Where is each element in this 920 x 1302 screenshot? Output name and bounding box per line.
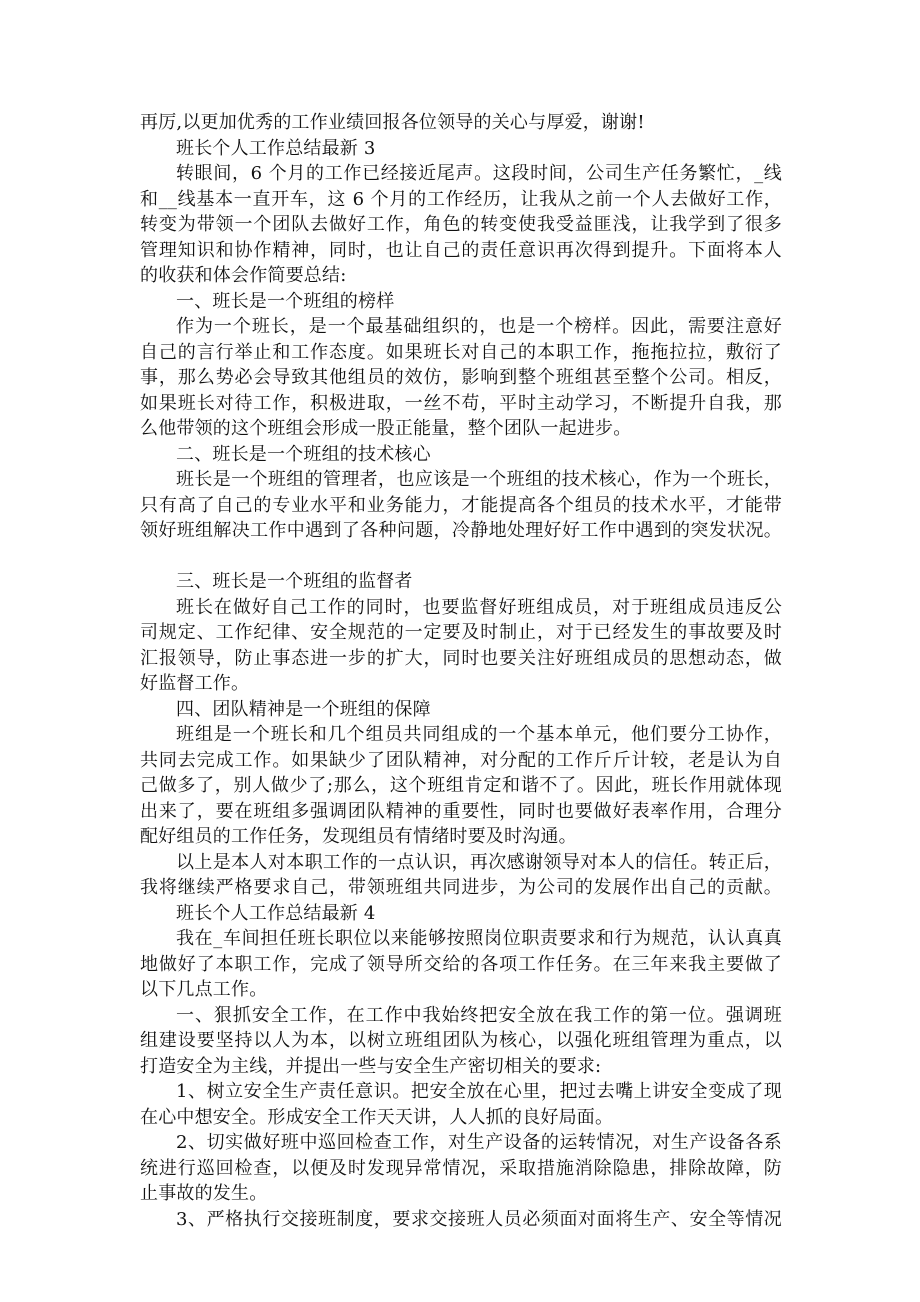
text-line: 领好班组解决工作中遇到了各种问题，冷静地处理好好工作中遇到的突发状况。 — [140, 520, 782, 541]
text-line: 组建设要坚持以人为本，以树立班组团队为核心，以强化班组管理为重点，以 — [140, 1030, 782, 1051]
text-line: 我将继续严格要求自己，带领班组共同进步，为公司的发展作出自己的贡献。 — [140, 877, 782, 898]
text-line: 以下几点工作。 — [140, 979, 268, 1000]
text-line: 事，那么势必会导致其他组员的效仿，影响到整个班组甚至整个公司。相反， — [140, 367, 782, 388]
text-line: 出来了，要在班组多强调团队精神的重要性，同时也要做好表率作用，合理分 — [140, 800, 782, 822]
text-line: 如果班长对待工作，积极进取，一丝不苟，平时主动学习，不断提升自我，那 — [140, 392, 782, 414]
text-line: 班长个人工作总结最新 4 — [176, 902, 376, 924]
text-line: 共同去完成工作。如果缺少了团队精神，对分配的工作斤斤计较，老是认为自 — [140, 749, 782, 771]
text-line: 转眼间，6 个月的工作已经接近尾声。这段时间，公司生产任务繁忙，_线 — [176, 163, 782, 184]
text-line: 配好组员的工作任务，发现组员有情绪时要及时沟通。 — [140, 826, 577, 847]
text-line: 打造安全为主线，并提出一些与安全生产密切相关的要求: — [140, 1055, 602, 1077]
text-line: 在心中想安全。形成安全工作天天讲，人人抓的良好局面。 — [140, 1106, 614, 1128]
text-line: 好监督工作。 — [140, 673, 250, 694]
text-line: 二、班长是一个班组的技术核心 — [176, 443, 431, 465]
text-line: 和__线基本一直开车，这 6 个月的工作经历，让我从之前一个人去做好工作， — [140, 188, 782, 210]
text-line: 再厉,以更加优秀的工作业绩回报各位领导的关心与厚爱，谢谢! — [140, 112, 645, 133]
text-line: 己做多了，别人做少了;那么，这个班组肯定和谐不了。因此，班长作用就体现 — [140, 775, 782, 796]
text-line: 作为一个班长，是一个最基础组织的，也是一个榜样。因此，需要注意好 — [176, 316, 782, 337]
text-line: 转变为带领一个团队去做好工作，角色的转变使我受益匪浅，让我学到了很多 — [140, 214, 782, 235]
text-line: 1、树立安全生产责任意识。把安全放在心里，把过去嘴上讲安全变成了现 — [176, 1081, 782, 1102]
text-line: 四、团队精神是一个班组的保障 — [176, 698, 431, 720]
text-line: 一、班长是一个班组的榜样 — [176, 290, 395, 312]
text-line: 的收获和体会作简要总结: — [140, 265, 347, 286]
text-line: 3、严格执行交接班制度，要求交接班人员必须面对面将生产、安全等情况 — [176, 1208, 782, 1230]
text-line: 地做好了本职工作，完成了领导所交给的各项工作任务。在三年来我主要做了 — [140, 953, 782, 975]
text-line: 么他带领的这个班组会形成一股正能量，整个团队一起进步。 — [140, 418, 632, 439]
text-line: 统进行巡回检查，以便及时发现异常情况，采取措施消除隐患，排除故障，防 — [140, 1157, 782, 1179]
text-line: 一、狠抓安全工作，在工作中我始终把安全放在我工作的第一位。强调班 — [176, 1004, 782, 1026]
text-line: 自己的言行举止和工作态度。如果班长对自己的本职工作，拖拖拉拉，敷衍了 — [140, 341, 782, 363]
text-line: 止事故的发生。 — [140, 1183, 268, 1204]
text-line: 管理知识和协作精神，同时，也让自己的责任意识再次得到提升。下面将本人 — [140, 239, 782, 261]
text-line: 班长个人工作总结最新 3 — [176, 137, 376, 159]
text-line — [140, 544, 782, 570]
text-line: 班长在做好自己工作的同时，也要监督好班组成员，对于班组成员违反公 — [176, 596, 782, 618]
text-line: 我在_车间担任班长职位以来能够按照岗位职责要求和行为规范，认认真真 — [176, 928, 782, 949]
text-line: 汇报领导，防止事态进一步的扩大，同时也要关注好班组成员的思想动态，做 — [140, 647, 782, 669]
text-line: 只有高了自己的专业水平和业务能力，才能提高各个组员的技术水平，才能带 — [140, 494, 782, 516]
text-line: 2、切实做好班中巡回检查工作，对生产设备的运转情况，对生产设备各系 — [176, 1132, 782, 1153]
text-line: 班组是一个班长和几个组员共同组成的一个基本单元，他们要分工协作， — [176, 724, 782, 745]
text-line: 司规定、工作纪律、安全规范的一定要及时制止，对于已经发生的事故要及时 — [140, 622, 782, 643]
text-line: 班长是一个班组的管理者，也应该是一个班组的技术核心，作为一个班长， — [176, 469, 782, 490]
text-line: 以上是本人对本职工作的一点认识，再次感谢领导对本人的信任。转正后， — [176, 851, 782, 873]
text-line: 三、班长是一个班组的监督者 — [176, 571, 413, 592]
document-page — [140, 110, 782, 1232]
